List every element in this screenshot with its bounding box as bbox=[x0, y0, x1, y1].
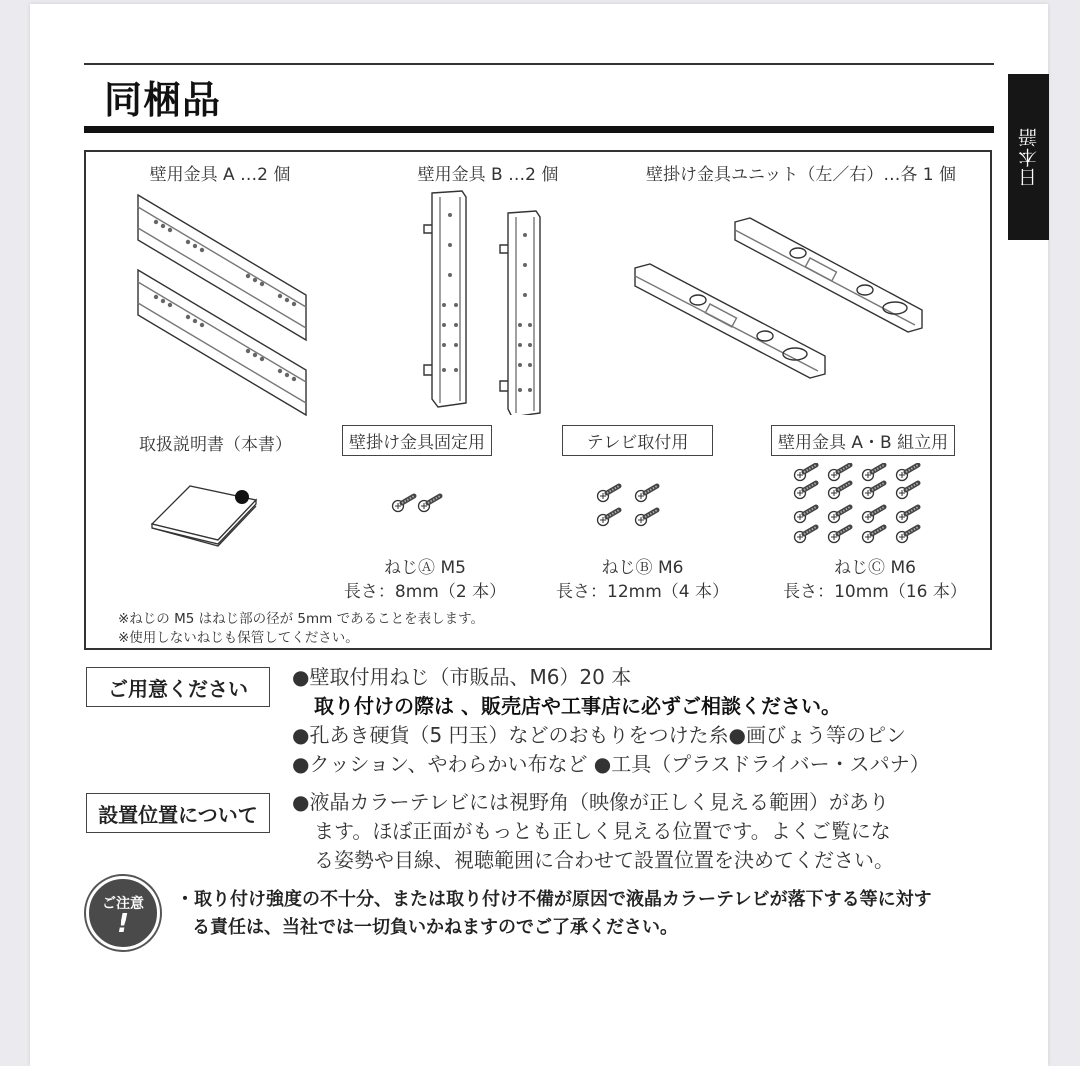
wall-mount-unit-illustration bbox=[630, 210, 930, 385]
screw-b-name: ねじⒷ M6 bbox=[601, 558, 684, 578]
screw-c-name: ねじⒸ M6 bbox=[834, 558, 916, 578]
screw-a-icons bbox=[390, 490, 450, 520]
placement-section-label: 設置位置について bbox=[86, 793, 270, 833]
screw-group-label-c: 壁用金具 A・B 組立用 bbox=[771, 425, 955, 456]
manual-booklet-illustration bbox=[146, 480, 266, 550]
caution-line-2: る責任は、当社では一切負いかねますのでご了承ください。 bbox=[192, 917, 678, 938]
caution-line-1: ・取り付け強度の不十分、または取り付け不備が原因で液晶カラーテレビが落下する等に対す bbox=[176, 889, 932, 910]
side-tab-label: 日本語 bbox=[1018, 127, 1040, 187]
item-label-manual: 取扱説明書（本書） bbox=[139, 435, 292, 455]
placement-line-2: ます。ほぼ正面がもっとも正しく見える位置です。よくご覧にな bbox=[314, 819, 891, 843]
screw-c-icons bbox=[792, 463, 932, 555]
prepare-line-3: ●孔あき硬貨（5 円玉）などのおもりをつけた糸●画びょう等のピン bbox=[292, 723, 906, 747]
item-label-mount-unit: 壁掛け金具ユニット（左／右）…各 1 個 bbox=[646, 165, 956, 185]
top-rule bbox=[84, 63, 994, 65]
caution-icon bbox=[86, 876, 160, 950]
placement-line-1: ●液晶カラーテレビには視野角（映像が正しく見える範囲）があり bbox=[292, 790, 890, 814]
item-label-bracket-a: 壁用金具 A …2 個 bbox=[149, 165, 291, 185]
page-title: 同梱品 bbox=[104, 78, 222, 122]
screw-b-icons bbox=[595, 482, 675, 538]
placement-line-3: る姿勢や目線、視聴範囲に合わせて設置位置を決めてください。 bbox=[314, 848, 894, 872]
screw-b-spec: 長さ：12mm（4 本） bbox=[556, 582, 729, 602]
screw-group-label-a: 壁掛け金具固定用 bbox=[342, 425, 492, 456]
exclamation-icon: ! bbox=[117, 909, 129, 939]
prepare-section-label: ご用意ください bbox=[86, 667, 270, 707]
wall-bracket-b-illustration bbox=[410, 185, 550, 415]
prepare-line-4: ●クッション、やわらかい布など ●工具（プラスドライバー・スパナ） bbox=[292, 752, 930, 776]
prepare-line-2-warning: 取り付けの際は 、販売店や工事店に必ずご相談ください。 bbox=[314, 694, 841, 718]
prepare-line-1: ●壁取付用ねじ（市販品、M6）20 本 bbox=[292, 665, 632, 689]
title-underline bbox=[84, 126, 994, 133]
item-label-bracket-b: 壁用金具 B …2 個 bbox=[417, 165, 559, 185]
screw-a-spec: 長さ：8mm（2 本） bbox=[343, 582, 507, 602]
screw-c-spec: 長さ：10mm（16 本） bbox=[783, 582, 967, 602]
language-side-tab bbox=[1008, 74, 1049, 240]
caution-icon-label: ご注意 bbox=[102, 896, 144, 912]
note-keep-screws: ※使用しないねじも保管してください。 bbox=[118, 630, 359, 646]
wall-bracket-a-illustration bbox=[128, 190, 313, 420]
note-m5-meaning: ※ねじの M5 はねじ部の径が 5mm であることを表します。 bbox=[118, 611, 485, 627]
screw-group-label-b: テレビ取付用 bbox=[562, 425, 713, 456]
screw-a-name: ねじⒶ M5 bbox=[384, 558, 466, 578]
